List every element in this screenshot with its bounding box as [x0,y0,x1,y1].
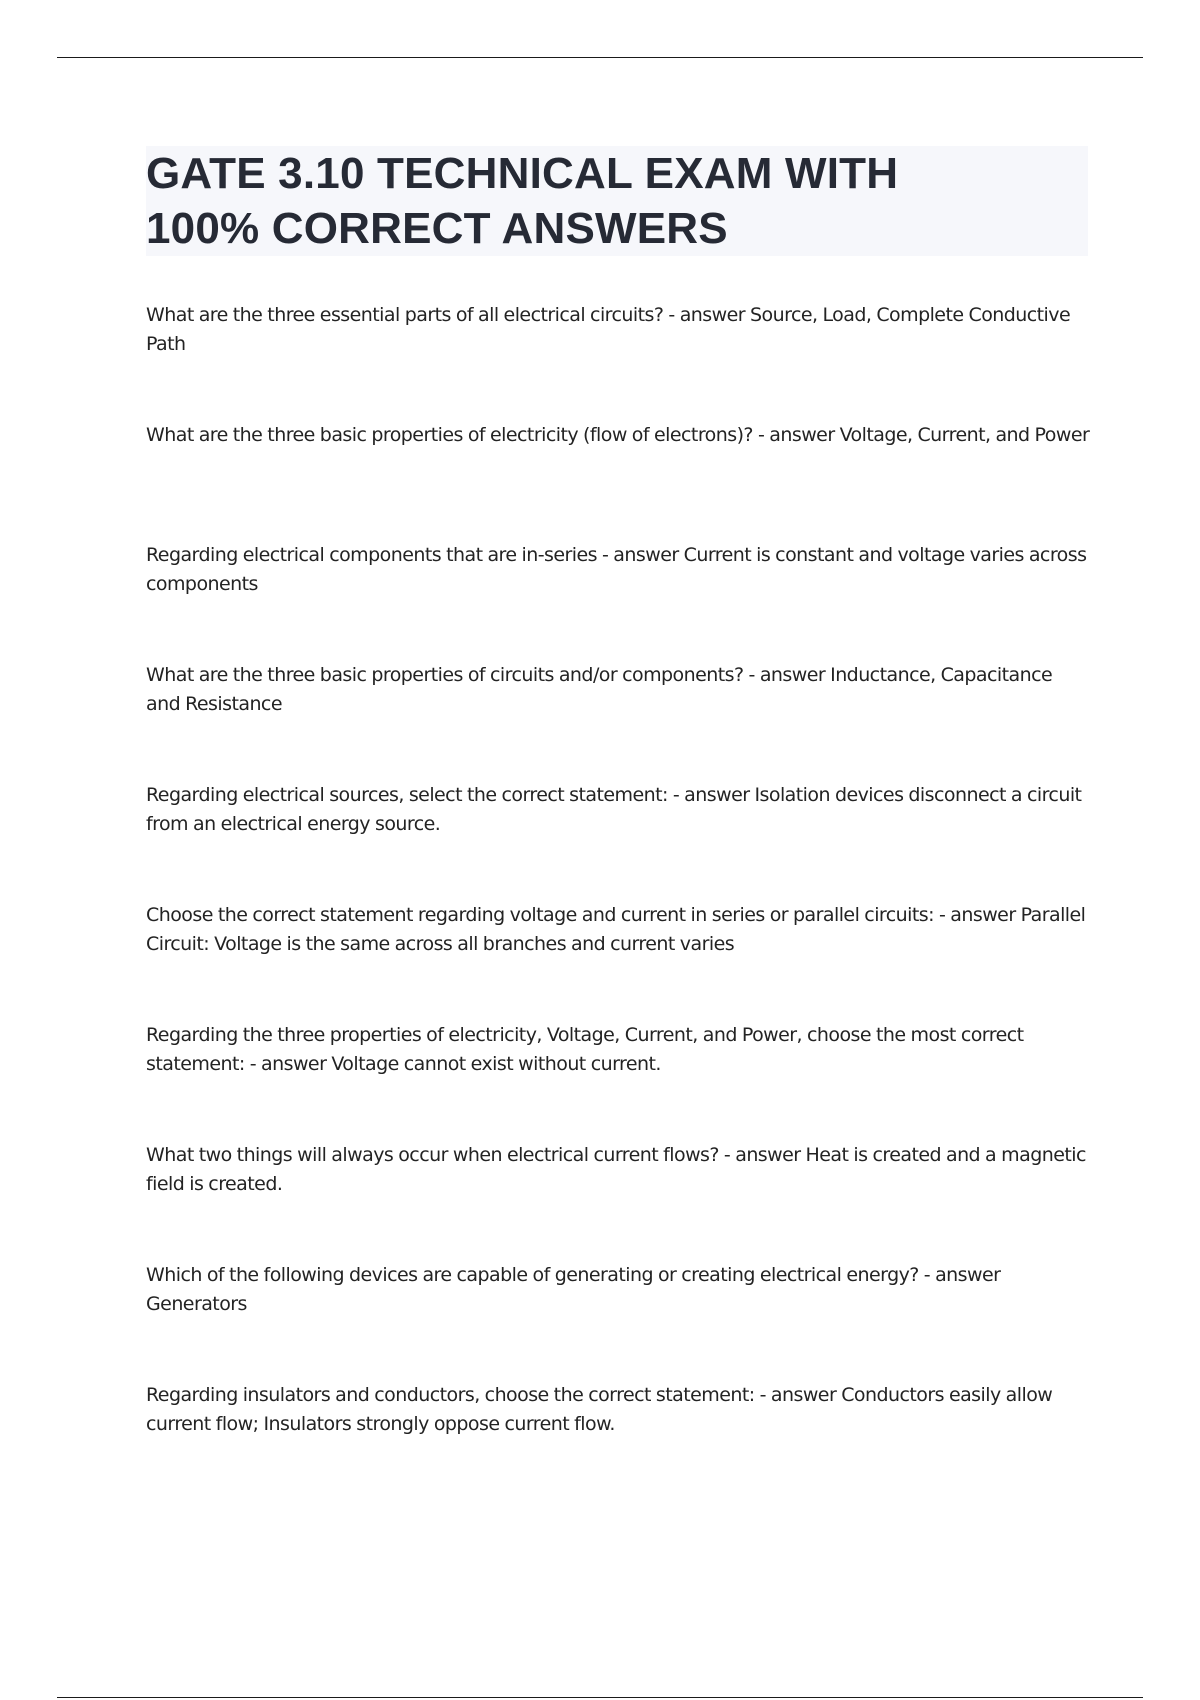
qa-item-1: What are the three essential parts of all electrical circuits? - answer Source, Load, Complete Conductive Path [146,304,1071,355]
question-answer-list [146,301,1091,1501]
qa-item-5: Regarding electrical sources, select the correct statement: - answer Isolation devices disconnect a circuit from an electrical energy source. [146,784,1082,835]
qa-item-8: What two things will always occur when electrical current flows? - answer Heat is created and a magnetic field is created. [146,1144,1086,1195]
qa-item-10: Regarding insulators and conductors, choose the correct statement: - answer Conductors easily allow current flow; Insulators strongly oppose current flow. [146,1384,1053,1435]
qa-item-3: Regarding electrical components that are in-series - answer Current is constant and voltage varies across components [146,544,1087,595]
document-title [146,146,1088,256]
qa-item-6: Choose the correct statement regarding voltage and current in series or parallel circuits: - answer Parallel Circuit: Voltage is the same across all branches and current varies [146,904,1086,955]
title-block [146,146,1088,256]
title-line-2: 100% CORRECT ANSWERS [146,204,728,253]
qa-item-2: What are the three basic properties of electricity (flow of electrons)? - answer Voltage, Current, and Power [146,424,1090,446]
bottom-rule [57,1697,1143,1698]
top-rule [57,57,1143,58]
title-line-1: GATE 3.10 TECHNICAL EXAM WITH [146,149,899,198]
qa-item-7: Regarding the three properties of electricity, Voltage, Current, and Power, choose the most correct statement: - answer Voltage cannot exist without current. [146,1024,1024,1075]
qa-item-4: What are the three basic properties of circuits and/or components? - answer Inductance, Capacitance and Resistance [146,664,1053,715]
qa-item-9: Which of the following devices are capable of generating or creating electrical energy? - answer Generators [146,1264,1001,1315]
